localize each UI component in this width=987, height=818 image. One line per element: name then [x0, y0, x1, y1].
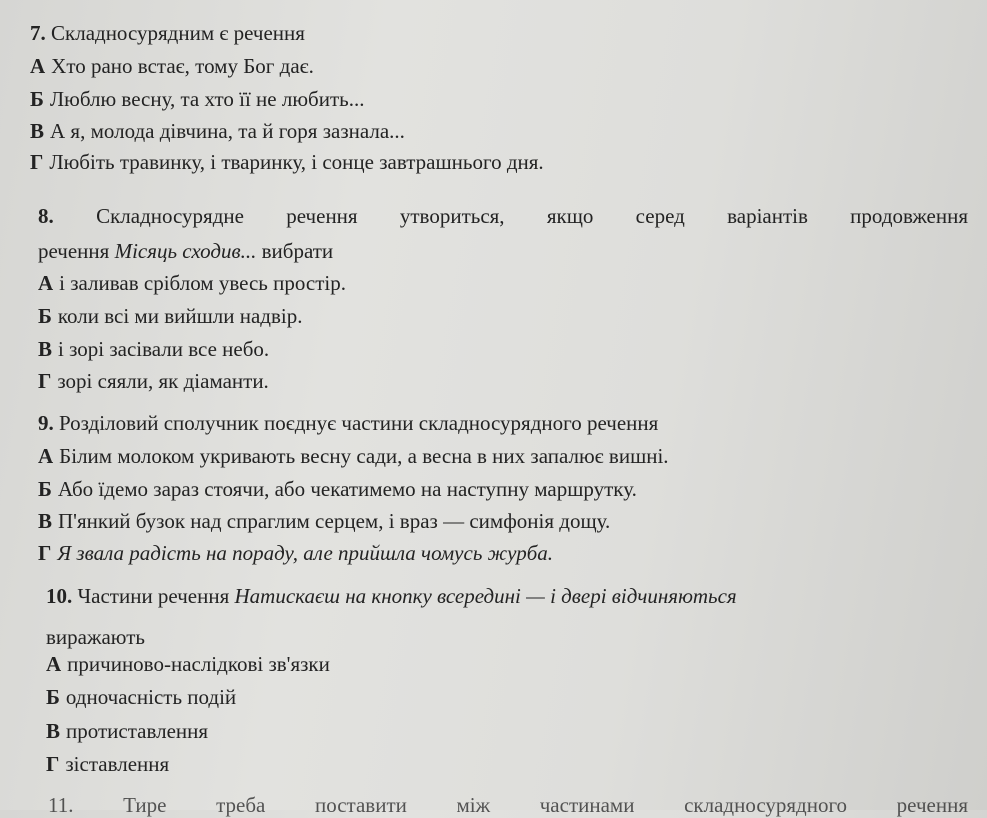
option-letter: А: [30, 54, 46, 78]
question-7-option-b: [30, 86, 364, 112]
question-text: речення: [38, 239, 110, 263]
option-text: Або їдемо зараз стоячи, або чекатимемо на наступну маршрутку.: [57, 477, 637, 501]
option-text: і заливав сріблом увесь простір.: [59, 271, 346, 295]
question-7-option-h: [30, 149, 544, 175]
question-10-option-a: [46, 651, 330, 677]
question-10-option-v: [46, 718, 208, 744]
question-9-option-h: [38, 540, 553, 566]
question-text: вибрати: [261, 239, 334, 263]
option-text: Хто рано встає, тому Бог дає.: [51, 54, 314, 78]
question-9-option-b: [38, 476, 637, 502]
question-11-stem-cutoff: [48, 792, 968, 818]
option-text: П'янкий бузок над спраглим серцем, і враз — симфонія дощу.: [58, 509, 611, 533]
option-text: А я, молода дівчина, та й горя зазнала...: [50, 119, 405, 143]
question-7-option-v: [30, 118, 405, 144]
option-text: одночасність подій: [65, 685, 237, 709]
question-text: Складносурядним є речення: [51, 21, 305, 45]
option-text: Білим молоком укривають весну сади, а весна в них запалює вишні.: [59, 444, 669, 468]
option-text: Люблю весну, та хто її не любить...: [49, 87, 365, 111]
option-text: зіставлення: [65, 752, 170, 776]
question-10-stem-line1: [46, 583, 737, 609]
option-letter: В: [46, 719, 61, 743]
option-text: протиставлення: [66, 719, 209, 743]
question-text: Розділовий сполучник поєднує частини складносурядного речення: [59, 411, 659, 435]
question-10-stem-line2: [46, 624, 145, 650]
option-letter: Г: [38, 541, 52, 565]
question-number: 10.: [46, 584, 73, 608]
question-8-option-a: [38, 270, 346, 296]
option-letter: А: [38, 271, 54, 295]
question-text: Частини речення: [77, 584, 230, 608]
question-7-option-a: [30, 53, 314, 79]
option-letter: В: [30, 119, 45, 143]
question-number: 7.: [30, 21, 46, 45]
option-text: зорі сяяли, як діаманти.: [57, 369, 269, 393]
option-letter: Г: [30, 150, 44, 174]
option-letter: Г: [46, 752, 60, 776]
question-9-option-a: [38, 443, 669, 469]
question-text: Складносурядне речення утвориться, якщо серед варіантів продовження: [96, 204, 969, 228]
option-letter: Б: [38, 304, 52, 328]
question-10-option-b: [46, 684, 236, 710]
option-letter: Б: [38, 477, 52, 501]
question-text: 11. Тире треба поставити між частинами складносурядного речення: [48, 793, 968, 817]
option-letter: А: [46, 652, 62, 676]
option-text: Я звала радість на пораду, але прийшла чомусь журба.: [57, 541, 554, 565]
option-letter: В: [38, 509, 53, 533]
option-letter: В: [38, 337, 53, 361]
question-7-stem: [30, 20, 305, 46]
question-quote: Місяць сходив...: [114, 239, 257, 263]
option-letter: Б: [30, 87, 44, 111]
question-9-option-v: [38, 508, 610, 534]
option-letter: Г: [38, 369, 52, 393]
question-8-option-h: [38, 368, 269, 394]
option-text: і зорі засівали все небо.: [58, 337, 270, 361]
option-letter: А: [38, 444, 54, 468]
question-10-option-h: [46, 751, 169, 777]
option-letter: Б: [46, 685, 60, 709]
option-text: коли всі ми вийшли надвір.: [57, 304, 303, 328]
question-number: 8.: [38, 204, 54, 228]
question-8-stem-line1: [38, 203, 968, 229]
question-9-stem: [38, 410, 658, 436]
question-text: виражають: [46, 625, 145, 649]
question-quote: Натискаєш на кнопку всередині — і двері відчиняються: [234, 584, 737, 608]
question-8-option-b: [38, 303, 302, 329]
question-8-option-v: [38, 336, 269, 362]
question-number: 9.: [38, 411, 54, 435]
option-text: причиново-наслідкові зв'язки: [67, 652, 330, 676]
option-text: Любіть травинку, і тваринку, і сонце завтрашнього дня.: [49, 150, 544, 174]
question-8-stem-line2: [38, 238, 333, 264]
